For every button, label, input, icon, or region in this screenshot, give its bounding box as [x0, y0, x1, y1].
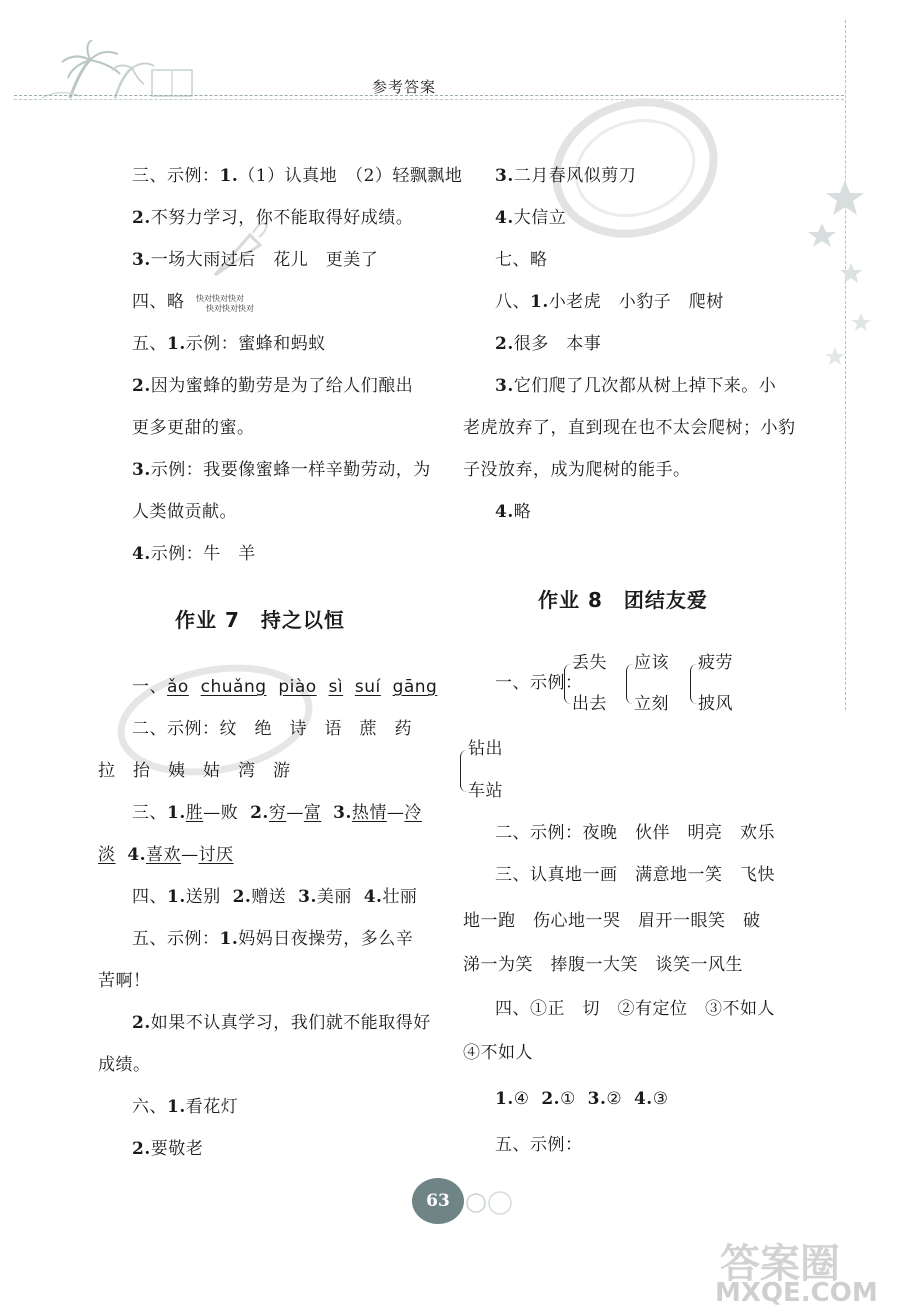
brace-2-top: 应该 [634, 653, 669, 673]
right-line-2: 4.大信立 [495, 208, 567, 228]
right-line-7: 老虎放弃了，直到现在也不太会爬树；小豹 [463, 418, 796, 438]
left-line-p2: 二、示例：纹 绝 诗 语 蔗 药 [132, 719, 412, 739]
left-line-9: 人类做贡献。 [132, 502, 237, 522]
star-decoration [805, 175, 875, 375]
brace-3 [690, 664, 697, 704]
left-line-p11: 六、1.看花灯 [132, 1097, 239, 1117]
left-line-p3: 拉 抬 姨 姑 湾 游 [98, 761, 291, 781]
section-heading-8: 作业 8 团结友爱 [538, 588, 708, 612]
right-line-q7: ④不如人 [463, 1043, 533, 1063]
left-line-6: 2.因为蜜蜂的勤劳是为了给人们酿出 [132, 376, 414, 396]
left-line-1: 三、示例：1.（1）认真地 （2）轻飘飘地 [132, 166, 463, 186]
right-line-q5: 涕一为笑 捧腹一大笑 谈笑一风生 [463, 955, 743, 975]
right-line-8: 子没放弃，成为爬树的能手。 [463, 460, 691, 480]
brace-3-bottom: 披风 [698, 694, 733, 714]
brace-4-top: 钻出 [468, 739, 503, 759]
right-line-q3: 三、认真地一画 满意地一笑 飞快 [495, 865, 775, 885]
right-line-q4: 地一跑 伤心地一哭 眉开一眼笑 破 [463, 911, 761, 931]
header-palm-decoration [40, 40, 220, 100]
section-heading-7: 作业 7 持之以恒 [175, 608, 345, 632]
left-line-2: 2.不努力学习，你不能取得好成绩。 [132, 208, 414, 228]
right-line-q2: 二、示例：夜晚 伙伴 明亮 欢乐 [495, 823, 775, 843]
watermark-small-2: 快对快对快对 [206, 304, 254, 313]
left-line-p8: 苦啊！ [98, 971, 151, 991]
right-line-q8: 1.④ 2.① 3.② 4.③ [495, 1089, 669, 1109]
corner-watermark-text: 答案圈 [720, 1241, 840, 1287]
left-line-p7: 五、示例：1.妈妈日夜操劳，多么辛 [132, 929, 414, 949]
left-line-8: 3.示例：我要像蜜蜂一样辛勤劳动，为 [132, 460, 431, 480]
left-line-p12: 2.要敬老 [132, 1139, 204, 1159]
right-brace-label: 一、示例： [495, 673, 583, 693]
header-title: 参考答案 [372, 78, 437, 96]
right-line-6: 3.它们爬了几次都从树上掉下来。小 [495, 376, 777, 396]
brace-4 [460, 750, 467, 792]
page-number: 63 [412, 1178, 464, 1224]
right-line-9: 4.略 [495, 502, 532, 522]
left-line-4: 四、略 [132, 292, 185, 312]
brace-2-bottom: 立刻 [634, 694, 669, 714]
left-line-p9: 2.如果不认真学习，我们就不能取得好 [132, 1013, 431, 1033]
left-line-p5: 淡 4.喜欢—讨厌 [98, 845, 234, 865]
left-line-p4: 三、1.胜—败 2.穷—富 3.热情—冷 [132, 803, 422, 823]
brace-1-bottom: 出去 [572, 694, 607, 714]
right-line-1: 3.二月春风似剪刀 [495, 166, 637, 186]
right-line-5: 2.很多 本事 [495, 334, 602, 354]
left-pinyin-line: 一、ǎo chuǎng piào sì suí gāng [132, 677, 438, 697]
brace-4-bottom: 车站 [468, 781, 503, 801]
right-line-q6: 四、①正 切 ②有定位 ③不如人 [495, 999, 775, 1019]
brace-2 [626, 664, 633, 704]
left-line-10: 4.示例：牛 羊 [132, 544, 256, 564]
left-line-5: 五、1.示例：蜜蜂和蚂蚁 [132, 334, 326, 354]
right-line-4: 八、1.小老虎 小豹子 爬树 [495, 292, 724, 312]
right-line-q9: 五、示例： [495, 1135, 583, 1155]
left-line-p6: 四、1.送别 2.赠送 3.美丽 4.壮丽 [132, 887, 418, 907]
brace-1-top: 丢失 [572, 653, 607, 673]
watermark-small-1: 快对快对快对 [196, 294, 244, 303]
brace-1 [564, 664, 571, 704]
left-line-7: 更多更甜的蜜。 [132, 418, 255, 438]
left-line-3: 3.一场大雨过后 花儿 更美了 [132, 250, 379, 270]
corner-watermark-url: MXQE.COM [715, 1278, 878, 1308]
right-line-3: 七、略 [495, 250, 548, 270]
page-number-decoration [462, 1190, 522, 1216]
left-line-p10: 成绩。 [98, 1055, 151, 1075]
brace-3-top: 疲劳 [698, 653, 733, 673]
